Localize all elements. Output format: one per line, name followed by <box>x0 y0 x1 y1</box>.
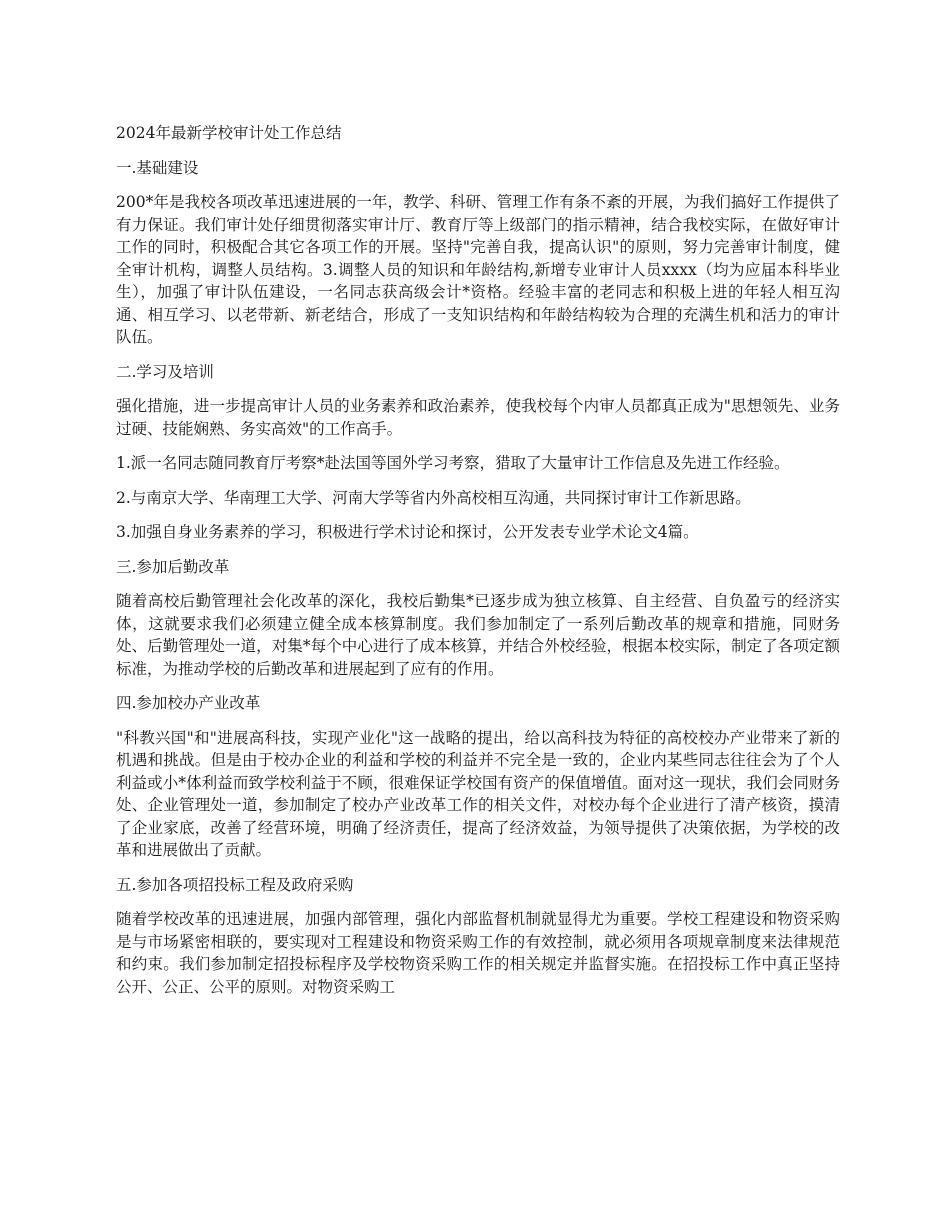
section-2-paragraph-2: 1.派一名同志随同教育厅考察*赴法国等国外学习考察，猎取了大量审计工作信息及先进工作经验。 <box>116 454 790 472</box>
section-2-paragraph-1: 强化措施，进一步提高审计人员的业务素养和政治素养，使我校每个内审人员都真正成为"思想领先、业务过硬、技能娴熟、务实高效"的工作高手。 <box>116 397 840 438</box>
section-5-paragraph-1: 随着学校改革的迅速进展，加强内部管理，强化内部监督机制就显得尤为重要。学校工程建设和物资采购是与市场紧密相联的，要实现对工程建设和物资采购工作的有效控制，就必须用各项规章制度来法律规范和约束。我们参加制定招投标程序及学校物资采购工作的相关规定并监督实施。在招投标工作中真正坚持公开、公正、公平的原则。对物资采购工 <box>116 910 840 996</box>
section-1-paragraph-1: 200*年是我校各项改革迅速进展的一年，教学、科研、管理工作有条不紊的开展，为我们搞好工作提供了有力保证。我们审计处仔细贯彻落实审计厅、教育厅等上级部门的指示精神，结合我校实际，在做好审计工作的同时，积极配合其它各项工作的开展。坚持"完善自我，提高认识"的原则，努力完善审计制度，健全审计机构，调整人员结构。3.调整人员的知识和年龄结构,新增专业审计人员xxxx（均为应届本科毕业生），加强了审计队伍建设，一名同志获高级会计*资格。经验丰富的老同志和积极上进的年轻人相互沟通、相互学习、以老带新、新老结合，形成了一支知识结构和年龄结构较为合理的充满生机和活力的审计队伍。 <box>116 193 840 346</box>
section-heading-1: 一.基础建设 <box>116 158 199 177</box>
section-3-paragraph-1: 随着高校后勤管理社会化改革的深化，我校后勤集*已逐步成为独立核算、自主经营、自负盈亏的经济实体，这就要求我们必须建立健全成本核算制度。我们参加制定了一系列后勤改革的规章和措施，同财务处、后勤管理处一道，对集*每个中心进行了成本核算，并结合外校经验，根据本校实际，制定了各项定额标准，为推动学校的后勤改革和进展起到了应有的作用。 <box>116 592 840 678</box>
document-title: 2024年最新学校审计处工作总结 <box>116 124 342 142</box>
section-heading-2: 二.学习及培训 <box>116 362 214 381</box>
section-heading-5: 五.参加各项招投标工程及政府采购 <box>116 875 354 894</box>
document-page <box>116 122 840 1010</box>
section-heading-4: 四.参加校办产业改革 <box>116 694 261 712</box>
section-2-paragraph-3: 2.与南京大学、华南理工大学、河南大学等省内外高校相互沟通，共同探讨审计工作新思路。 <box>116 488 751 507</box>
section-2-paragraph-4: 3.加强自身业务素养的学习，积极进行学术讨论和探讨，公开发表专业学术论文4篇。 <box>116 523 699 541</box>
section-4-paragraph-1: "科教兴国"和"进展高科技，实现产业化"这一战略的提出，给以高科技为特征的高校校办产业带来了新的机遇和挑战。但是由于校办企业的利益和学校的利益并不完全是一致的，企业内某些同志往往会为了个人利益或小*体利益而致学校利益于不顾，很难保证学校国有资产的保值增值。面对这一现状，我们会同财务处、企业管理处一道，参加制定了校办产业改革工作的相关文件，对校办每个企业进行了清产核资，摸清了企业家底，改善了经营环境，明确了经济责任，提高了经济效益，为领导提供了决策依据，为学校的改革和进展做出了贡献。 <box>116 728 840 859</box>
section-heading-3: 三.参加后勤改革 <box>116 557 230 576</box>
